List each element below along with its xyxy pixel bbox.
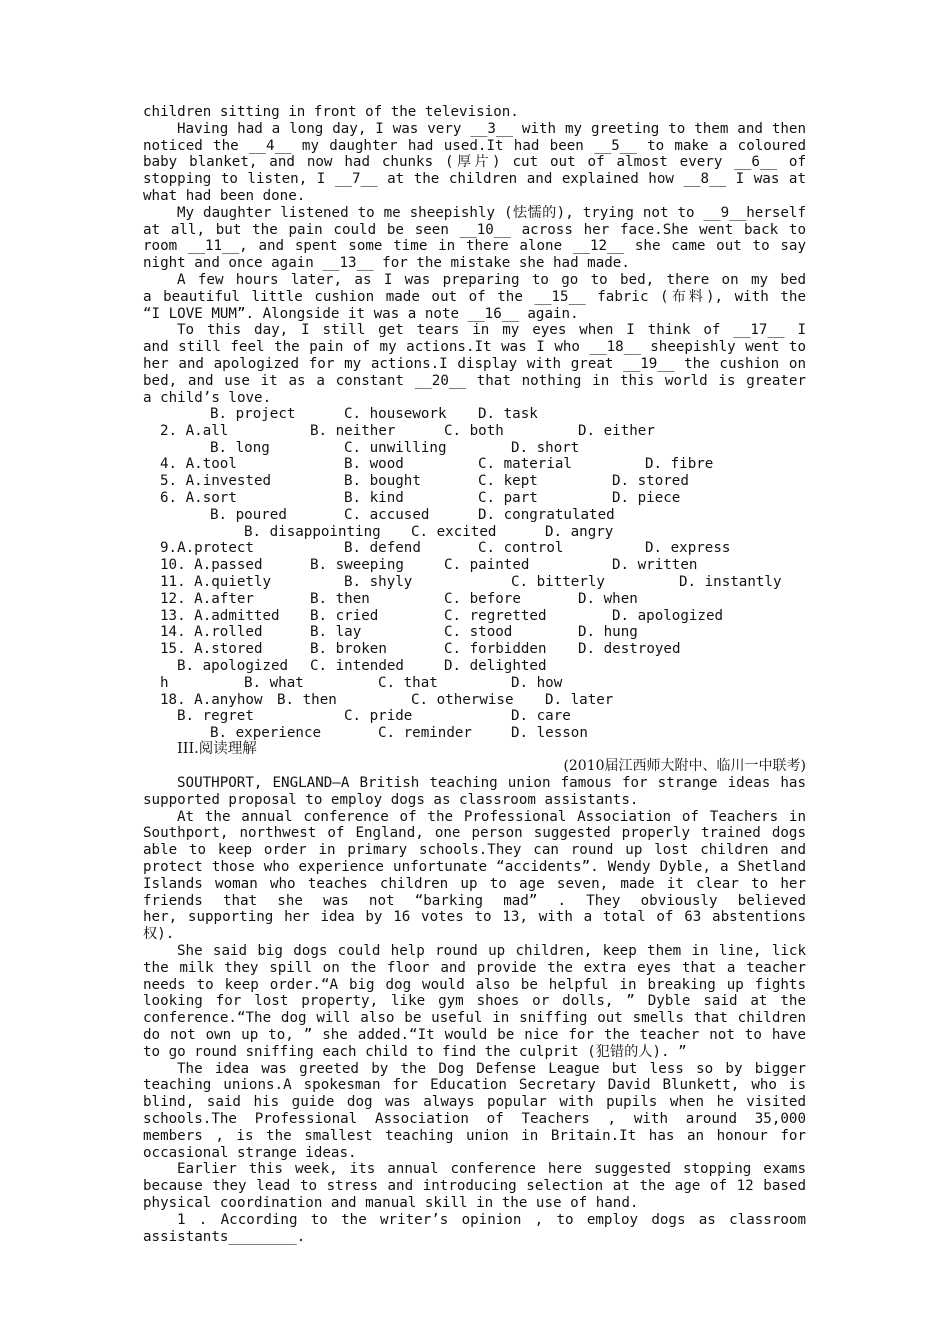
passage-line: A few hours later, as I was preparing to go to bed, there on my bed xyxy=(177,271,806,288)
passage-line: room __11__, and spent some time in there alone __12__ she came out to say xyxy=(143,238,806,255)
option-text: B. wood xyxy=(344,456,404,472)
option-text: D. angry xyxy=(545,524,614,540)
option-text: D. when xyxy=(578,591,638,607)
option-text: 14. A.rolled xyxy=(160,624,263,640)
option-text: D. care xyxy=(511,708,571,724)
option-text: D. later xyxy=(545,692,614,708)
option-text: C. housework xyxy=(344,406,447,422)
option-text: D. express xyxy=(645,540,731,556)
option-text: B. regret xyxy=(177,708,254,724)
option-text: C. control xyxy=(478,540,564,556)
option-text: C. regretted xyxy=(444,608,547,624)
source-note: (2010届江西师大附中、临川一中联考) xyxy=(563,758,806,774)
option-text: D. instantly xyxy=(679,574,782,590)
passage-line: a beautiful little cushion made out of the __15__ fabric (布料), with the xyxy=(143,288,806,305)
option-text: D. hung xyxy=(578,624,638,640)
option-text: B. defend xyxy=(344,540,421,556)
reading-line: Islands woman who teaches children up to age seven, made it clear to her xyxy=(143,875,806,892)
passage-line: My daughter listened to me sheepishly (怯懦的), trying not to __9__herself xyxy=(177,204,806,221)
option-text: D. written xyxy=(612,557,698,573)
option-text: B. shyly xyxy=(344,574,413,590)
passage-line: and still feel the pain of my actions.It was I who __18__ sheepishly went to xyxy=(143,339,806,356)
option-text: C. excited xyxy=(411,524,497,540)
reading-line: protect those who experience unfortunate “accidents”. Wendy Dyble, a Shetland xyxy=(143,858,806,875)
option-text: 10. A.passed xyxy=(160,557,263,573)
reading-passage xyxy=(143,775,806,1245)
passage-line: a child’s love. xyxy=(143,389,272,406)
reading-line: able to keep order in primary schools.They can round up lost children and xyxy=(143,842,806,859)
option-text: 9.A.protect xyxy=(160,540,254,556)
reading-line: At the annual conference of the Professional Association of Teachers in xyxy=(177,808,806,825)
passage-line: bed, and use it as a constant __20__ that nothing in this world is greater xyxy=(143,372,806,389)
reading-line: because they lead to stress and introducing selection at the age of 12 based xyxy=(143,1178,806,1195)
option-text: C. kept xyxy=(478,473,538,489)
option-text: 4. A.tool xyxy=(160,456,237,472)
option-text: 13. A.admitted xyxy=(160,608,280,624)
option-text: 5. A.invested xyxy=(160,473,272,489)
section-heading: III.阅读理解 xyxy=(177,741,257,757)
option-text: C. part xyxy=(478,490,538,506)
reading-line: her, supporting her idea by 16 votes to 13, with a total of 63 abstentions xyxy=(143,909,806,926)
option-text: C. that xyxy=(378,675,438,691)
option-text: C. unwilling xyxy=(344,440,447,456)
reading-line: Earlier this week, its annual conference here suggested stopping exams xyxy=(177,1161,806,1178)
passage-line: “I LOVE MUM”. Alongside it was a note __16__ again. xyxy=(143,305,579,322)
option-text: B. cried xyxy=(310,608,379,624)
passage-line: stopping to listen, I __7__ at the children and explained how __8__ I was at xyxy=(143,171,806,188)
option-text: B. lay xyxy=(310,624,362,640)
reading-line: members , is the smallest teaching union in Britain.It has an honour for xyxy=(143,1127,806,1144)
reading-line: teaching unions.A spokesman for Education Secretary David Blunkett, who is xyxy=(143,1077,806,1094)
passage-line: her and apologized for my actions.I display with great __19__ the cushion on xyxy=(143,355,806,372)
reading-line: needs to keep order.“A big dog would also be helpful in breaking up fights xyxy=(143,976,806,993)
option-text: B. apologized xyxy=(177,658,289,674)
passage-line: children sitting in front of the television. xyxy=(143,104,519,120)
option-text: B. poured xyxy=(210,507,287,523)
option-text: C. otherwise xyxy=(411,692,514,708)
option-text: D. piece xyxy=(612,490,681,506)
passage-line: noticed the __4__ my daughter had used.It had been __5__ to make a coloured xyxy=(143,137,806,154)
option-text: C. painted xyxy=(444,557,530,573)
option-text: D. stored xyxy=(612,473,689,489)
option-text: D. task xyxy=(478,406,538,422)
reading-line: The idea was greeted by the Dog Defense League but less so by bigger xyxy=(177,1060,806,1077)
reading-line: supported proposal to employ dogs as classroom assistants. xyxy=(143,791,639,808)
question-line: assistants________. xyxy=(143,1228,306,1245)
reading-line: do not own up to, ” she added.“It would be nice for the teacher not to have xyxy=(143,1026,806,1043)
option-text: B. neither xyxy=(310,423,396,439)
passage-line: at all, but the pain could be seen __10__ across her face.She went back to xyxy=(143,221,806,238)
option-text: D. how xyxy=(511,675,563,691)
option-text: B. bought xyxy=(344,473,421,489)
reading-line: looking for lost property, like gym shoes or dolls, ” Dyble said at the xyxy=(143,993,806,1010)
option-text: D. fibre xyxy=(645,456,714,472)
option-text: B. long xyxy=(210,440,270,456)
passage-line: baby blanket, and now had chunks (厚片) cut out of almost every __6__ of xyxy=(143,154,806,171)
option-text: C. accused xyxy=(344,507,430,523)
option-text: C. intended xyxy=(310,658,404,674)
reading-line: physical coordination and manual skill in the use of hand. xyxy=(143,1194,639,1211)
passage-line: what had been done. xyxy=(143,187,306,204)
option-text: D. delighted xyxy=(444,658,547,674)
option-text: 18. A.anyhow xyxy=(160,692,263,708)
option-text: B. what xyxy=(244,675,304,691)
reading-line: occasional strange ideas. xyxy=(143,1144,357,1161)
passage-line: To this day, I still get tears in my eyes when I think of __17__ I xyxy=(177,322,806,339)
reading-line: She said big dogs could help round up children, keep them in line, lick xyxy=(177,942,806,959)
option-text: C. material xyxy=(478,456,572,472)
option-text: h xyxy=(160,675,169,691)
cloze-passage xyxy=(143,104,806,406)
option-text: 12. A.after xyxy=(160,591,254,607)
option-text: D. destroyed xyxy=(578,641,681,657)
option-text: C. forbidden xyxy=(444,641,547,657)
reading-line: 权). xyxy=(143,926,175,943)
option-text: B. experience xyxy=(210,725,322,741)
reading-line: conference.“The dog will also be useful in sniffing out smells that children xyxy=(143,1010,806,1027)
option-text: C. stood xyxy=(444,624,513,640)
option-text: D. either xyxy=(578,423,655,439)
option-text: D. congratulated xyxy=(478,507,615,523)
option-text: C. pride xyxy=(344,708,413,724)
option-text: D. apologized xyxy=(612,608,724,624)
reading-line: to go round sniffing each child to find the culprit (犯错的人). ” xyxy=(143,1043,687,1060)
passage-line: night and once again __13__ for the mistake she had made. xyxy=(143,255,630,272)
option-text: D. short xyxy=(511,440,580,456)
passage-line: Having had a long day, I was very __3__ with my greeting to them and then xyxy=(177,120,806,137)
option-text: C. before xyxy=(444,591,521,607)
option-text: B. sweeping xyxy=(310,557,404,573)
reading-line: schools.The Professional Association of Teachers , with around 35,000 xyxy=(143,1110,806,1127)
option-text: B. then xyxy=(277,692,337,708)
reading-line: SOUTHPORT, ENGLAND—A British teaching union famous for strange ideas has xyxy=(177,775,806,791)
option-text: B. kind xyxy=(344,490,404,506)
option-text: B. broken xyxy=(310,641,387,657)
reading-line: the milk they spill on the floor and provide the extra eyes that a teacher xyxy=(143,959,806,976)
option-text: D. lesson xyxy=(511,725,588,741)
option-text: B. then xyxy=(310,591,370,607)
option-text: C. both xyxy=(444,423,504,439)
option-text: C. reminder xyxy=(378,725,472,741)
reading-line: friends that she was not “barking mad” . They obviously believed xyxy=(143,892,806,909)
option-text: B. project xyxy=(210,406,296,422)
reading-line: Southport, northwest of England, one person suggested properly trained dogs xyxy=(143,825,806,842)
option-text: C. bitterly xyxy=(511,574,605,590)
option-text: 11. A.quietly xyxy=(160,574,272,590)
option-text: 2. A.all xyxy=(160,423,229,439)
option-text: B. disappointing xyxy=(244,524,381,540)
option-text: 6. A.sort xyxy=(160,490,237,506)
option-text: 15. A.stored xyxy=(160,641,263,657)
reading-line: blind, said his guide dog was always popular with pupils when he visited xyxy=(143,1094,806,1111)
question-line: 1 . According to the writer’s opinion , to employ dogs as classroom xyxy=(177,1211,806,1228)
